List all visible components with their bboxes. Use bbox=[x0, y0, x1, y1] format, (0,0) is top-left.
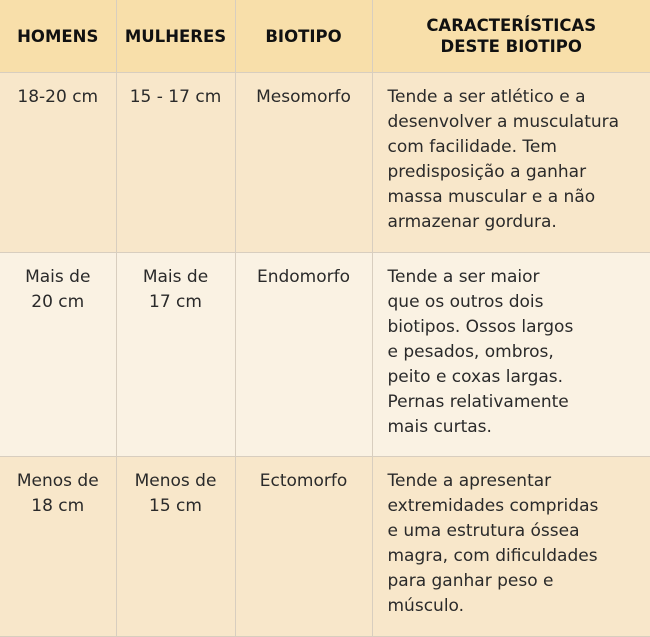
header-biotipo: BIOTIPO bbox=[235, 0, 372, 73]
cell-line: Tende a ser maior bbox=[388, 265, 650, 290]
cell-line: que os outros dois bbox=[388, 290, 650, 315]
cell-line: músculo. bbox=[388, 594, 650, 619]
cell-homens bbox=[0, 457, 116, 637]
cell-line: desenvolver a musculatura bbox=[388, 110, 650, 135]
cell-line: 15 cm bbox=[117, 494, 235, 519]
cell-biotipo: Endomorfo bbox=[235, 253, 372, 457]
header-row bbox=[0, 0, 650, 73]
cell-line: 17 cm bbox=[117, 290, 235, 315]
cell-line: Menos de bbox=[0, 469, 116, 494]
table-row bbox=[0, 253, 650, 457]
cell-line: massa muscular e a não bbox=[388, 185, 650, 210]
cell-line: magra, com dificuldades bbox=[388, 544, 650, 569]
header-homens: HOMENS bbox=[0, 0, 116, 73]
cell-line: 15 - 17 cm bbox=[117, 85, 235, 110]
cell-line: Mais de bbox=[0, 265, 116, 290]
table-row bbox=[0, 73, 650, 253]
cell-line: biotipos. Ossos largos bbox=[388, 315, 650, 340]
cell-line: 20 cm bbox=[0, 290, 116, 315]
header-line: DESTE BIOTIPO bbox=[373, 36, 650, 57]
cell-line: extremidades compridas bbox=[388, 494, 650, 519]
cell-homens bbox=[0, 253, 116, 457]
cell-caracteristicas bbox=[372, 457, 650, 637]
cell-line: e uma estrutura óssea bbox=[388, 519, 650, 544]
cell-mulheres bbox=[116, 457, 235, 637]
cell-line: Menos de bbox=[117, 469, 235, 494]
cell-line: Mais de bbox=[117, 265, 235, 290]
cell-line: armazenar gordura. bbox=[388, 210, 650, 235]
cell-line: peito e coxas largas. bbox=[388, 365, 650, 390]
cell-line: predisposição a ganhar bbox=[388, 160, 650, 185]
cell-caracteristicas bbox=[372, 73, 650, 253]
cell-biotipo: Mesomorfo bbox=[235, 73, 372, 253]
table-row bbox=[0, 457, 650, 637]
cell-line: mais curtas. bbox=[388, 415, 650, 440]
cell-caracteristicas bbox=[372, 253, 650, 457]
cell-line: Tende a ser atlético e a bbox=[388, 85, 650, 110]
cell-biotipo: Ectomorfo bbox=[235, 457, 372, 637]
cell-line: para ganhar peso e bbox=[388, 569, 650, 594]
cell-line: 18-20 cm bbox=[0, 85, 116, 110]
header-mulheres: MULHERES bbox=[116, 0, 235, 73]
cell-homens bbox=[0, 73, 116, 253]
cell-line: Pernas relativamente bbox=[388, 390, 650, 415]
header-line: CARACTERÍSTICAS bbox=[373, 15, 650, 36]
cell-mulheres bbox=[116, 73, 235, 253]
cell-line: com facilidade. Tem bbox=[388, 135, 650, 160]
cell-line: 18 cm bbox=[0, 494, 116, 519]
header-caracteristicas bbox=[372, 0, 650, 73]
cell-mulheres bbox=[116, 253, 235, 457]
cell-line: e pesados, ombros, bbox=[388, 340, 650, 365]
cell-line: Tende a apresentar bbox=[388, 469, 650, 494]
